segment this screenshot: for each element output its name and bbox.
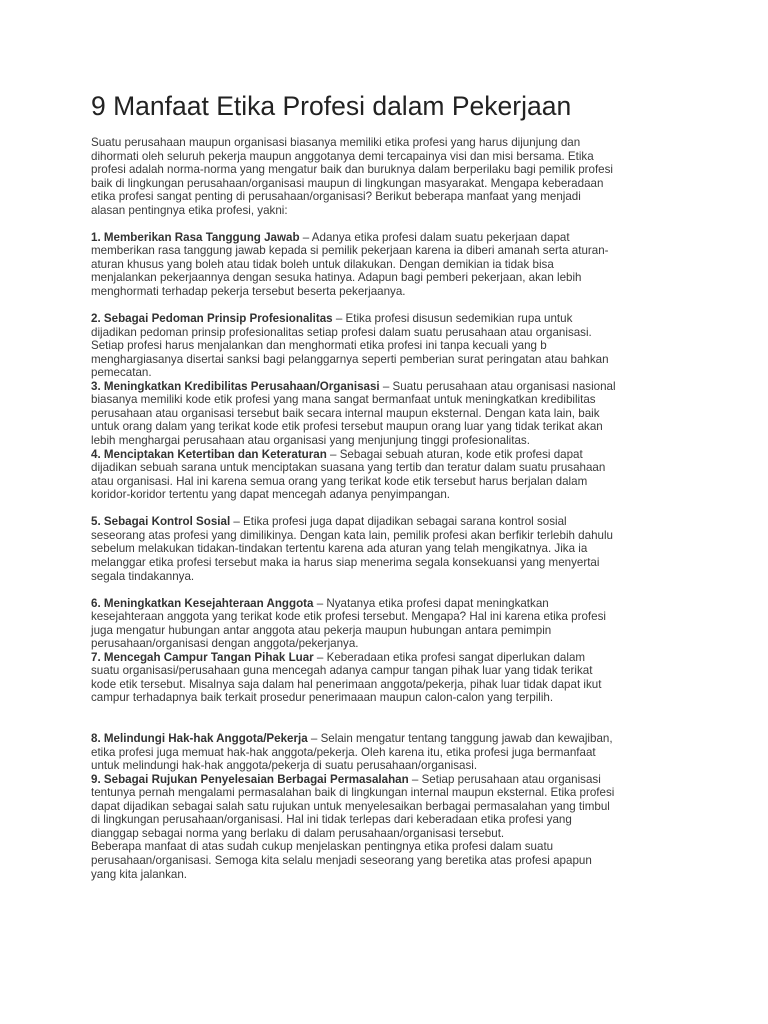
- benefit-line: kode etik tersebut. Misalnya saja dalam hal penerimaan anggota/pekerja, pihak luar tidak dapat ikut: [91, 677, 602, 691]
- benefit-text: – Setiap perusahaan atau organisasi: [408, 772, 601, 786]
- benefit-text: – Nyatanya etika profesi dapat meningkatkan: [313, 596, 549, 610]
- benefit-line: campur terhadapnya baik terkait prosedur penerimaaan maupun calon-calon yang terpilih.: [91, 691, 554, 705]
- benefit-line: koridor-koridor tertentu yang dapat mencegah adanya penyimpangan.: [91, 488, 450, 502]
- benefit-heading: 6. Meningkatkan Kesejahteraan Anggota: [91, 596, 314, 610]
- benefit-text: – Sebagai sebuah aturan, kode etik profesi dapat: [326, 447, 583, 461]
- intro-line: etika profesi sangat penting di perusahaan/organisasi? Berikut beberapa manfaat yang menjadi: [91, 190, 581, 204]
- benefit-line: melanggar etika profesi tersebut maka ia harus siap menerima segala konsekuansi yang menyertai: [91, 555, 600, 569]
- benefit-line: dijadikan sebuah sarana untuk menciptakan suasana yang tertib dan teratur dalam suatu prusahaan: [91, 461, 606, 475]
- benefit-text: – Etika profesi juga dapat dijadikan sebagai sarana kontrol sosial: [230, 515, 567, 529]
- benefit-text: – Adanya etika profesi dalam suatu pekerjaan dapat: [299, 230, 570, 244]
- benefit-line: untuk melindungi hak-hak anggota/pekerja di suatu perusahaan/organisasi.: [91, 759, 478, 773]
- benefit-item-2: [91, 312, 691, 380]
- intro-line: baik di lingkungan perusahaan/organisasi maupun di lingkungan masyarakat. Mengapa keberadaan: [91, 176, 604, 190]
- benefit-item-9: [91, 773, 691, 841]
- benefit-line: pemecatan.: [91, 366, 152, 380]
- intro-line: dihormati oleh seluruh pekerja maupun anggotanya demi tercapainya visi dan misi bersama. Etika: [91, 149, 594, 163]
- benefit-line: segala tindakannya.: [91, 569, 195, 583]
- benefit-line: dapat dijadikan sebagai salah satu rujukan untuk menyelesaikan berbagai permasalahan yang timbul: [91, 799, 610, 813]
- intro-line: Suatu perusahaan maupun organisasi biasanya memiliki etika profesi yang harus dijunjung dan: [91, 136, 581, 149]
- intro-line: alasan pentingnya etika profesi, yakni:: [91, 203, 288, 217]
- benefit-item-3: [91, 380, 691, 448]
- benefit-text: – Etika profesi disusun sedemikian rupa untuk: [332, 312, 573, 326]
- benefit-item-8: [91, 732, 691, 773]
- benefit-heading: 7. Mencegah Campur Tangan Pihak Luar: [91, 650, 314, 664]
- benefit-line: atau organisasi. Hal ini karena semua orang yang terikat kode etik tersebut harus berjalan dalam: [91, 474, 588, 488]
- benefit-line: untuk orang dalam yang terikat kode etik profesi tersebut maupun orang luar yang tidak terikat akan: [91, 420, 603, 434]
- closing-paragraph: [91, 840, 691, 881]
- closing-line: yang kita jalankan.: [91, 867, 188, 881]
- benefit-line: di lingkungan perusahaan/organisasi. Hal ini tidak terlepas dari keberadaan etika profesi yang: [91, 813, 572, 827]
- benefit-heading: 4. Menciptakan Ketertiban dan Keteraturan: [91, 447, 327, 461]
- benefit-line: aturan khusus yang boleh atau tidak boleh untuk dilakukan. Dengan demikian ia tidak bisa: [91, 257, 554, 271]
- benefit-line: biasanya memiliki kode etik profesi yang mana sangat bermanfaat untuk meningkatkan kredibilitas: [91, 393, 596, 407]
- benefit-line: Setiap profesi harus menjalankan dan menghormati etika profesi ini tanpa kecuali yang b: [91, 339, 547, 353]
- benefit-heading: 2. Sebagai Pedoman Prinsip Profesionalitas: [91, 312, 333, 326]
- benefit-heading: 8. Melindungi Hak-hak Anggota/Pekerja: [91, 732, 308, 746]
- benefit-line: menjalankan pekerjaannya dengan sesuka hatinya. Adapun bagi pemberi pekerjaan, akan lebih: [91, 271, 582, 285]
- benefit-line: memberikan rasa tanggung jawab kepada si pemilik pekerjaan karena ia diberi amanah serta aturan-: [91, 244, 609, 258]
- benefit-text: – Selain mengatur tentang tanggung jawab dan kewajiban,: [307, 732, 613, 746]
- benefit-line: suatu organisasi/perusahaan guna mencegah adanya campur tangan pihak luar yang tidak terikat: [91, 664, 593, 678]
- benefit-line: lebih menghargai perusahaan atau organisasi yang menjunjung tinggi profesionalitas.: [91, 434, 530, 448]
- benefit-line: tentunya pernah mengalami permasalahan baik di lingkungan internal maupun eksternal. Etika profesi: [91, 786, 615, 800]
- benefit-item-5: [91, 515, 691, 583]
- benefit-line: dijadikan pedoman prinsip profesionalitas setiap profesi dalam suatu perusahaan atau organisasi.: [91, 325, 592, 339]
- benefit-line: seseorang atas profesi yang dimilikinya. Dengan kata lain, pemilik profesi akan berfikir terlebih dahulu: [91, 528, 614, 542]
- benefit-heading: 3. Meningkatkan Kredibilitas Perusahaan/Organisasi: [91, 379, 380, 393]
- benefit-line: kesejahteraan anggota yang terikat kode etik profesi tersebut. Mengapa? Hal ini karena etika profesi: [91, 610, 606, 624]
- page-title: 9 Manfaat Etika Profesi dalam Pekerjaan: [91, 91, 572, 121]
- benefit-heading: 1. Memberikan Rasa Tanggung Jawab: [91, 230, 300, 244]
- benefit-heading: 5. Sebagai Kontrol Sosial: [91, 515, 231, 529]
- benefit-line: perusahaan/organisasi dengan anggota/pekerjanya.: [91, 637, 359, 651]
- benefit-item-1: [91, 231, 691, 299]
- article-body: [91, 136, 691, 881]
- benefit-item-4: [91, 448, 691, 502]
- closing-line: Beberapa manfaat di atas sudah cukup menjelaskan pentingnya etika profesi dalam suatu: [91, 840, 554, 854]
- benefit-item-7: [91, 651, 691, 705]
- benefit-line: perusahaan atau organisasi tersebut baik secara internal maupun eksternal. Dengan kata lain, baik: [91, 406, 600, 420]
- benefit-line: sebelum melakukan tidakan-tindakan tertentu karena ada aturan yang telah mengikatnya. Jika ia: [91, 542, 588, 556]
- intro-line: profesi adalah norma-norma yang mengatur baik dan buruknya dalam berperilaku bagi pemilik profesi: [91, 163, 614, 177]
- benefit-item-6: [91, 597, 691, 651]
- benefit-line: menghargiasanya disertai sanksi bagi pelanggarnya seperti pemberian surat peringatan atau bahkan: [91, 352, 609, 366]
- closing-line: perusahaan/organisasi. Semoga kita selalu menjadi seseorang yang beretika atas profesi apapun: [91, 853, 592, 867]
- benefit-text: – Keberadaan etika profesi sangat diperlukan dalam: [313, 650, 586, 664]
- benefit-text: – Suatu perusahaan atau organisasi nasional: [379, 379, 616, 393]
- benefit-line: menghormati terhadap pekerja tersebut beserta pekerjaanya.: [91, 285, 406, 299]
- benefit-line: etika profesi juga memuat hak-hak anggota/pekerja. Oleh karena itu, etika profesi juga bermanfaat: [91, 745, 596, 759]
- benefit-line: dianggap sebagai norma yang berlaku di dalam perusahaan/organisasi tersebut.: [91, 826, 505, 840]
- benefit-line: juga mengatur hubungan antar anggota atau pekerja maupun hubungan antara pemimpin: [91, 623, 552, 637]
- benefit-heading: 9. Sebagai Rujukan Penyelesaian Berbagai Permasalahan: [91, 772, 409, 786]
- intro-paragraph: [91, 136, 691, 217]
